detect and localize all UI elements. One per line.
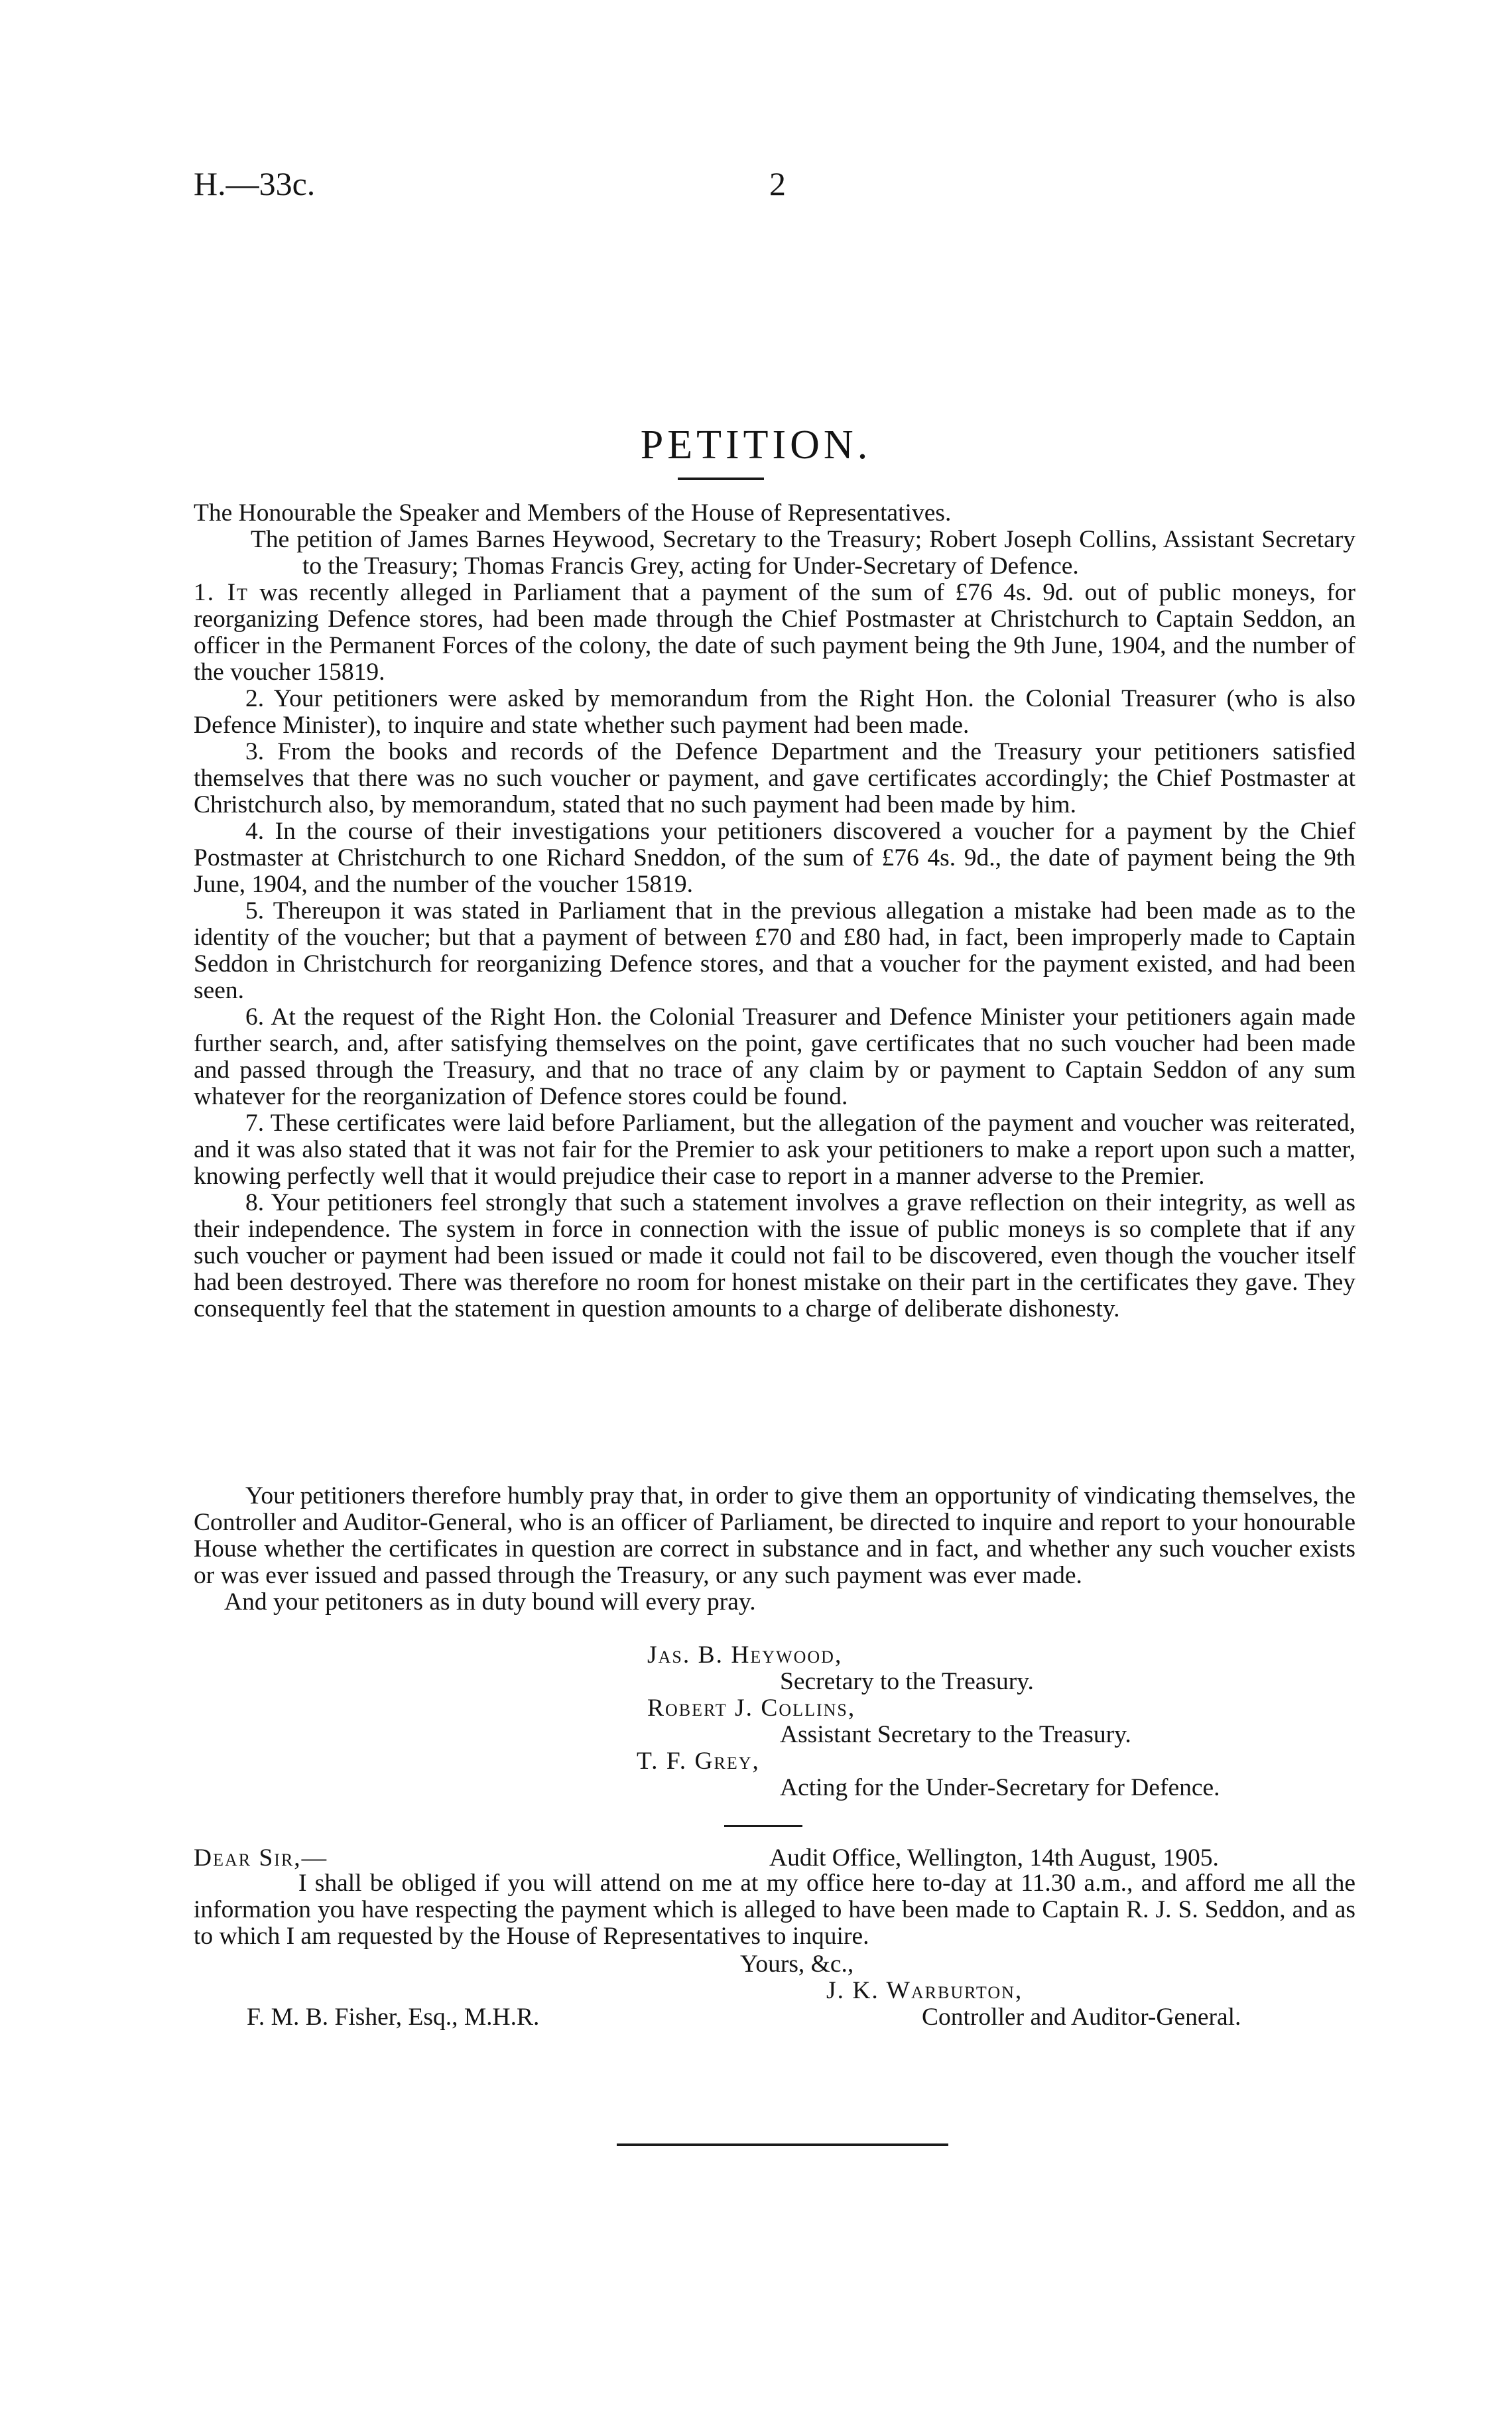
petition-paragraph-6: 6. At the request of the Right Hon. the Colonial Treasurer and Defence Minister your petitioners again made further search, and, after satisfying themselves on the point, gave certificates that no such voucher had been made and passed through the Treasury, and that no trace of any claim by or payment to Captain Seddon of any sum whatever for the reorganization of Defence stores could be found. (194, 1003, 1355, 1110)
petition-paragraph-3: 3. From the books and records of the Defence Department and the Treasury your petitioners satisfied themselves that there was no such voucher or payment, and gave certificates accordingly; the Chief Postmaster at Christchurch also, by memorandum, stated that no such payment had been made by him. (194, 738, 1355, 818)
signatory-name-2: Robert J. Collins, (647, 1694, 856, 1722)
page-title: PETITION. (640, 422, 872, 468)
signatory-name-3: T. F. Grey, (637, 1748, 760, 1775)
paragraph-text: was recently alleged in Parliament that a payment of the sum of £76 4s. 9d. out of public moneys, for reorganizing Defence stores, had been made through the Chief Postmaster at Christchurch to Captain Seddon, an officer in the Permanent Forces of the colony, the date of such payment being the 9th June, 1904, and the number of the voucher 15819. (194, 579, 1355, 686)
address-line: The Honourable the Speaker and Members of the House of Representatives. (194, 499, 952, 527)
petition-paragraph-1 (194, 580, 1355, 686)
signatory-title-3: Acting for the Under-Secretary for Defence. (780, 1774, 1220, 1801)
prayer-block (194, 1483, 1355, 1616)
closing-line: And your petitoners as in duty bound will every pray. (224, 1588, 756, 1616)
title-rule (678, 478, 764, 480)
prayer-paragraph: Your petitioners therefore humbly pray that, in order to give them an opportunity of vindicating themselves, the Controller and Auditor-General, who is an officer of Parliament, be directed to inquire and report to your honourable House whether the certificates in question are correct in substance and in fact, and whether any such voucher exists or was ever issued and passed through the Treasury, or any such payment was ever made. (194, 1482, 1355, 1589)
letter-place-date: Audit Office, Wellington, 14th August, 1905. (769, 1844, 1219, 1872)
petition-paragraph-2: 2. Your petitioners were asked by memorandum from the Right Hon. the Colonial Treasurer (who is also Defence Minister), to inquire and state whether such payment had been made. (194, 685, 1355, 739)
letter-signer: J. K. Warburton, (826, 1977, 1023, 2004)
letter-body: I shall be obliged if you will attend on me at my office here to-day at 11.30 a.m., and afford me all the information you have respecting the payment which is alleged to have been made to Captain R. J. S. Seddon, and as to which I am requested by the House of Representatives to inquire. (194, 1870, 1355, 1950)
letter-body-block (194, 1870, 1355, 1950)
document-reference: H.—33c. (194, 165, 316, 202)
page-number: 2 (769, 165, 786, 202)
signatory-title-2: Assistant Secretary to the Treasury. (780, 1721, 1131, 1748)
petition-paragraph-4: 4. In the course of their investigations your petitioners discovered a voucher for a payment by the Chief Postmaster at Christchurch to one Richard Sneddon, of the sum of £76 4s. 9d., the date of payment being the 9th June, 1904, and the number of the voucher 15819. (194, 818, 1355, 898)
petition-paragraph-5: 5. Thereupon it was stated in Parliament that in the previous allegation a mistake had been made as to the identity of the voucher; but that a payment of between £70 and £80 had, in fact, been improperly made to Captain Seddon in Christchurch for reorganizing Defence stores, and that a voucher for the payment existed, and had been seen. (194, 897, 1355, 1004)
petition-intro: The petition of James Barnes Heywood, Secretary to the Treasury; Robert Joseph Collins, Assistant Secretary to the Treasury; Thomas Francis Grey, acting for Under-Secretary of Defence. (251, 526, 1355, 580)
petition-paragraph-8: 8. Your petitioners feel strongly that such a statement involves a grave reflection on their integrity, as well as their independence. The system in force in connection with the issue of public moneys is so complete that if any such voucher or payment had been issued or made it could not fail to be discovered, even though the voucher itself had been destroyed. There was therefore no room for honest mistake on their part in the certificates they gave. They consequently feel that the statement in question amounts to a charge of deliberate dishonesty. (194, 1189, 1355, 1322)
petition-body (194, 500, 1355, 1322)
petition-paragraph-7: 7. These certificates were laid before Parliament, but the allegation of the payment and voucher was reiterated, and it was also stated that it was not fair for the Premier to ask your petitioners to make a report upon such a matter, knowing perfectly well that it would prejudice their case to report in a manner adverse to the Premier. (194, 1110, 1355, 1190)
signatory-name-1: Jas. B. Heywood, (647, 1641, 843, 1669)
letter-addressee: F. M. B. Fisher, Esq., M.H.R. (247, 2004, 540, 2031)
letter-signer-title: Controller and Auditor-General. (922, 2004, 1241, 2031)
footer-rule (617, 2143, 948, 2146)
letter-valediction: Yours, &c., (740, 1950, 854, 1978)
section-rule (724, 1825, 802, 1827)
letter-salutation: Dear Sir,— (194, 1844, 328, 1872)
signatory-title-1: Secretary to the Treasury. (780, 1668, 1034, 1695)
paragraph-lead: 1. It (194, 579, 249, 606)
